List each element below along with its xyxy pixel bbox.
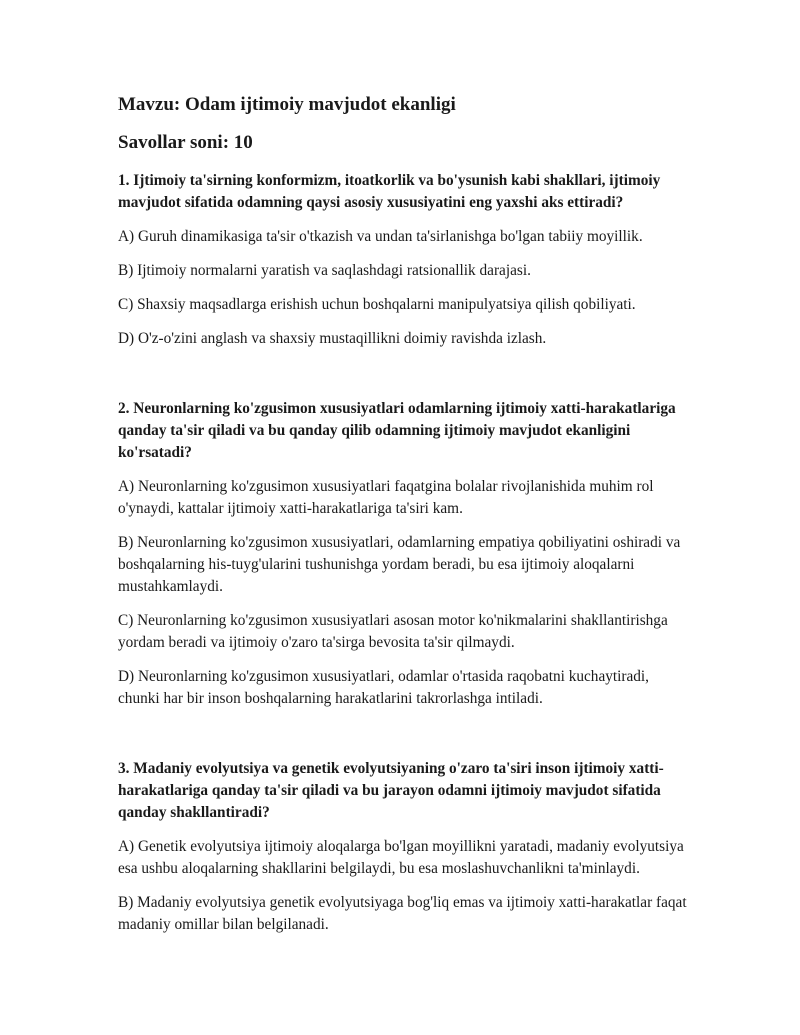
option-a: A) Guruh dinamikasiga ta'sir o'tkazish va undan ta'sirlanishga bo'lgan tabiiy moyillik.	[118, 228, 643, 245]
option-a: A) Genetik evolyutsiya ijtimoiy aloqalarga bo'lgan moyillikni yaratadi, madaniy evolyutsiya esa ushbu aloqalarning shakllarini belgilaydi, bu esa moslashuvchanlikni ta'minlaydi.	[118, 838, 684, 877]
question-text: 3. Madaniy evolyutsiya va genetik evolyutsiyaning o'zaro ta'siri inson ijtimoiy xatti-harakatlariga qanday ta'sir qiladi va bu jarayon odamni ijtimoiy mavjudot sifatida qanday shakllantiradi?	[118, 760, 664, 821]
document-title: Mavzu: Odam ijtimoiy mavjudot ekanligi	[118, 94, 456, 115]
option-b: B) Madaniy evolyutsiya genetik evolyutsiyaga bog'liq emas va ijtimoiy xatti-harakatlar faqat madaniy omillar bilan belgilanadi.	[118, 894, 687, 933]
question-3	[118, 758, 690, 936]
option-a: A) Neuronlarning ko'zgusimon xususiyatlari faqatgina bolalar rivojlanishida muhim rol o'ynaydi, kattalar ijtimoiy xatti-harakatlariga ta'siri kam.	[118, 478, 654, 517]
option-b: B) Neuronlarning ko'zgusimon xususiyatlari, odamlarning empatiya qobiliyatini oshiradi va boshqalarning his-tuyg'ularini tushunishga yordam beradi, bu esa ijtimoiy aloqalarni mustahkamlaydi.	[118, 534, 681, 595]
question-text: 1. Ijtimoiy ta'sirning konformizm, itoatkorlik va bo'ysunish kabi shakllari, ijtimoiy mavjudot sifatida odamning qaysi asosiy xususiyatini eng yaxshi aks ettiradi?	[118, 172, 661, 211]
question-1	[118, 170, 690, 350]
question-2	[118, 398, 690, 710]
option-b: B) Ijtimoiy normalarni yaratish va saqlashdagi ratsionallik darajasi.	[118, 262, 531, 279]
option-d: D) Neuronlarning ko'zgusimon xususiyatlari, odamlar o'rtasida raqobatni kuchaytiradi, chunki har bir inson boshqalarning harakatlarini takrorlashga intiladi.	[118, 668, 649, 707]
option-c: C) Neuronlarning ko'zgusimon xususiyatlari asosan motor ko'nikmalarini shakllantirishga yordam beradi va ijtimoiy o'zaro ta'sirga bevosita ta'sir qilmaydi.	[118, 612, 668, 651]
document-page	[118, 92, 690, 936]
question-count: Savollar soni: 10	[118, 132, 253, 153]
option-d: D) O'z-o'zini anglash va shaxsiy mustaqillikni doimiy ravishda izlash.	[118, 330, 547, 347]
question-text: 2. Neuronlarning ko'zgusimon xususiyatlari odamlarning ijtimoiy xatti-harakatlariga qanday ta'sir qiladi va bu qanday qilib odamning ijtimoiy mavjudot ekanligini ko'rsatadi?	[118, 400, 676, 461]
option-c: C) Shaxsiy maqsadlarga erishish uchun boshqalarni manipulyatsiya qilish qobiliyati.	[118, 296, 636, 313]
